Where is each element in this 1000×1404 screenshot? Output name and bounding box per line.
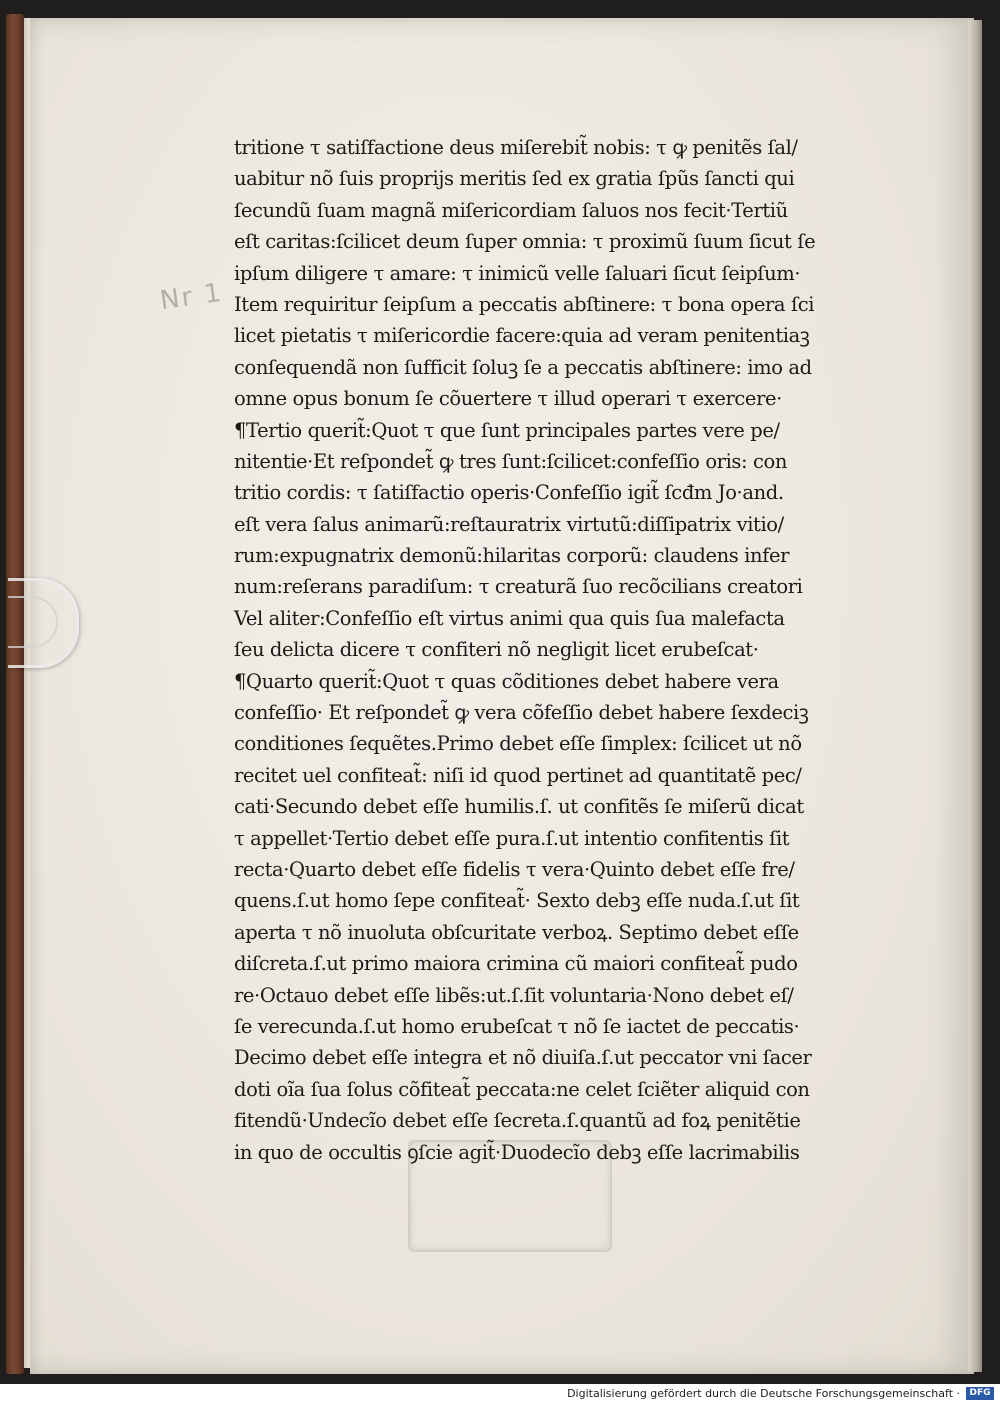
text-line: ſe verecunda.ſ.ut homo erubeſcat τ nõ ſe iactet de peccatis· (234, 1014, 800, 1038)
text-line: aperta τ nõ inuoluta obſcuritate verboꝝ. Septimo debet eſſe (234, 920, 799, 944)
text-line: ¶Tertio querit̃:Quot τ que ſunt principales partes vere pe/ (234, 418, 780, 442)
text-line: omne opus bonum ſe cõuertere τ illud operari τ exercere· (234, 387, 782, 411)
text-line: ¶Quarto querit̃:Quot τ quas cõditiones debet habere vera (234, 669, 779, 693)
text-line: doti oĩa ſua ſolus cõfiteat̃ peccata:ne celet ſciẽter aliquid con (234, 1077, 810, 1101)
text-line: nitentie·Et reſpondet̃ ꝙ tres ſunt:ſcilicet:confeſſio oris: con (234, 449, 788, 473)
text-line: licet pietatis τ miſericordie facere:quia ad veram penitentiaꝫ (234, 324, 810, 348)
text-line: diſcreta.ſ.ut primo maiora crimina cũ maiori confiteat̃ pudo (234, 952, 798, 976)
text-line: Item requiritur ſeipſum a peccatis abſtinere: τ bona opera ſci (234, 292, 815, 316)
book-binding (6, 14, 24, 1374)
text-line: confeſſio· Et reſpondet̃ ꝙ vera cõfeſſio debet habere ſexdeciꝫ (234, 701, 809, 725)
text-line: uabitur nõ ſuis proprijs meritis ſed ex gratia ſpũs ſancti qui (234, 167, 795, 191)
text-line: ſecundũ ſuam magnã miſericordiam ſaluos nos fecit·Tertiũ (234, 198, 788, 222)
text-line: conſequendã non ſufficit ſoluꝫ ſe a peccatis abſtinere: imo ad (234, 355, 812, 379)
text-line: eſt vera ſalus animarũ:reſtauratrix virtutũ:diſſipatrix vitio/ (234, 512, 784, 536)
footer-bar (0, 1384, 1000, 1404)
footer-credit: Digitalisierung gefördert durch die Deutsche Forschungsgemeinschaft · (567, 1387, 960, 1400)
text-line: in quo de occultis ꝯſcie agit̃·Duodecĩo debꝫ eſſe lacrimabilis (234, 1140, 800, 1164)
text-line: tritio cordis: τ ſatiſfactio operis·Confeſſio igit̃ ſcđm Jo·and. (234, 481, 784, 505)
page-clip-inner (8, 596, 58, 648)
text-line: quens.ſ.ut homo ſepe confiteat̃· Sexto debꝫ eſſe nuda.ſ.ut ſit (234, 889, 800, 913)
printed-text-block (234, 132, 856, 1168)
text-line: Vel aliter:Confeſſio eſt virtus animi qua quis ſua malefacta (234, 606, 785, 630)
text-line: eſt caritas:ſcilicet deum ſuper omnia: τ proximũ ſuum ſicut ſe (234, 230, 816, 254)
text-line: conditiones ſequẽtes.Primo debet eſſe ſimplex: ſcilicet ut nõ (234, 732, 802, 756)
text-line: tritione τ satiſfactione deus miſerebit̃ nobis: τ ꝙ penitẽs ſal/ (234, 136, 798, 159)
text-line: rum:expugnatrix demonũ:hilaritas corporũ: claudens infer (234, 544, 790, 568)
text-line: num:reſerans paradiſum: τ creaturã ſuo recõcilians creatori (234, 575, 803, 599)
dfg-logo: DFG (966, 1387, 994, 1400)
page-right-edge (968, 20, 982, 1372)
text-line: recta·Quarto debet eſſe fidelis τ vera·Quinto debet eſſe fre/ (234, 857, 795, 881)
text-line: Decimo debet eſſe integra et nõ diuiſa.ſ.ut peccator vni ſacer (234, 1046, 812, 1070)
text-line: recitet uel confiteat̃: niſi id quod pertinet ad quantitatẽ pec/ (234, 763, 802, 787)
pencil-mark: Nr 1 (158, 277, 225, 317)
text-line: re·Octauo debet eſſe libẽs:ut.ſ.ſit voluntaria·Nono debet eſ/ (234, 983, 794, 1007)
text-line: ſeu delicta dicere τ confiteri nõ negligit licet erubeſcat· (234, 638, 759, 662)
text-line: ipſum diligere τ amare: τ inimicũ velle ſaluari ſicut ſeipſum· (234, 261, 801, 285)
text-line: τ appellet·Tertio debet eſſe pura.ſ.ut intentio confitentis ſit (234, 826, 790, 850)
text-line: fitendũ·Undecĩo debet eſſe ſecreta.ſ.quantũ ad foꝝ penitẽtie (234, 1109, 801, 1133)
text-line: cati·Secundo debet eſſe humilis.ſ. ut confitẽs ſe miſerũ dicat (234, 795, 804, 819)
